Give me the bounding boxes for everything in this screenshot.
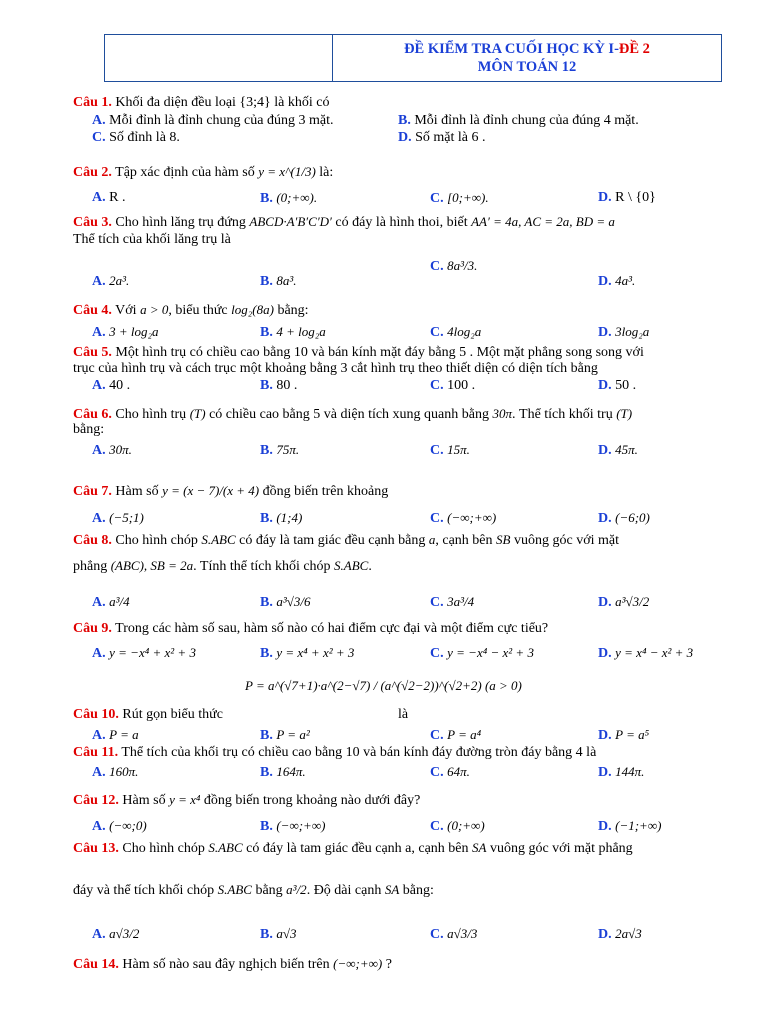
q8-option-b[interactable]: B. a³√3/6: [260, 594, 311, 610]
q12-option-a[interactable]: A. (−∞;0): [92, 818, 147, 834]
q1-option-d[interactable]: D. Số mặt là 6 .: [398, 130, 486, 145]
q4-option-a[interactable]: A. 3 + log₂a: [92, 324, 159, 340]
q11-option-b[interactable]: B. 164π.: [260, 764, 306, 780]
q3-option-b[interactable]: B. 8a³.: [260, 273, 297, 289]
q6-option-a[interactable]: A. 30π.: [92, 442, 132, 458]
question-5-line-2: trục của hình trụ và cách trục một khoảng bằng 3 cắt hình trụ theo thiết diện có diện tích bằng: [73, 361, 598, 376]
q13-option-b[interactable]: B. a√3: [260, 926, 297, 942]
q11-option-d[interactable]: D. 144π.: [598, 764, 645, 780]
question-10-formula: P = a^(√7+1)·a^(2−√7) / (a^(√2−2))^(√2+2) (a > 0): [245, 678, 522, 693]
q10-option-d[interactable]: D. P = a⁵: [598, 727, 650, 743]
q2-option-b[interactable]: B. (0;+∞).: [260, 190, 318, 206]
question-4: Câu 4. Với a > 0, biểu thức log₂(8a) bằng:: [73, 302, 309, 318]
q10-option-b[interactable]: B. P = a²: [260, 727, 310, 743]
question-9: Câu 9. Trong các hàm số sau, hàm số nào có hai điểm cực đại và một điểm cực tiểu?: [73, 621, 549, 636]
q10-option-c[interactable]: C. P = a⁴: [430, 727, 482, 743]
q1-option-b[interactable]: B. Mỗi đỉnh là đỉnh chung của đúng 4 mặt.: [398, 113, 639, 128]
q10-option-a[interactable]: A. P = a: [92, 727, 139, 743]
question-10: Câu 10. Rút gọn biểu thức: [73, 707, 223, 722]
q11-option-c[interactable]: C. 64π.: [430, 764, 470, 780]
q5-option-d[interactable]: D. 50 .: [598, 378, 637, 393]
q2-option-c[interactable]: C. [0;+∞).: [430, 190, 489, 206]
q1-option-c[interactable]: C. Số đỉnh là 8.: [92, 130, 180, 145]
q4-option-b[interactable]: B. 4 + log₂a: [260, 324, 326, 340]
q6-option-d[interactable]: D. 45π.: [598, 442, 638, 458]
exam-title: ĐỀ KIỂM TRA CUỐI HỌC KỲ I-ĐỀ 2: [404, 41, 650, 57]
q3-option-d[interactable]: D. 4a³.: [598, 273, 636, 289]
q12-option-d[interactable]: D. (−1;+∞): [598, 818, 662, 834]
q2-option-a[interactable]: A. R .: [92, 190, 126, 205]
q9-option-b[interactable]: B. y = x⁴ + x² + 3: [260, 645, 355, 661]
q8-option-a[interactable]: A. a³/4: [92, 594, 130, 610]
q9-option-d[interactable]: D. y = x⁴ − x² + 3: [598, 645, 694, 661]
header-right-cell: [333, 35, 721, 81]
q5-option-b[interactable]: B. 80 .: [260, 378, 298, 393]
question-11: Câu 11. Thể tích của khối trụ có chiều cao bằng 10 và bán kính đáy đường tròn đáy bằng 4 là: [73, 745, 597, 760]
question-10-tail: là: [398, 707, 409, 722]
q7-option-b[interactable]: B. (1;4): [260, 510, 303, 526]
q6-option-b[interactable]: B. 75π.: [260, 442, 300, 458]
q11-option-a[interactable]: A. 160π.: [92, 764, 139, 780]
q5-option-a[interactable]: A. 40 .: [92, 378, 131, 393]
exam-subject: MÔN TOÁN 12: [477, 59, 577, 75]
q13-option-d[interactable]: D. 2a√3: [598, 926, 642, 942]
question-8-line-2: phẳng (ABC), SB = 2a. Tính thể tích khối chóp S.ABC.: [73, 558, 372, 574]
question-1: Câu 1. Khối đa diện đều loại {3;4} là khối có: [73, 95, 330, 110]
q7-option-c[interactable]: C. (−∞;+∞): [430, 510, 497, 526]
q5-option-c[interactable]: C. 100 .: [430, 378, 476, 393]
exam-header: [104, 34, 722, 82]
q8-option-d[interactable]: D. a³√3/2: [598, 594, 650, 610]
question-12: Câu 12. Hàm số y = x⁴ đồng biến trong khoảng nào dưới đây?: [73, 792, 421, 808]
q12-option-c[interactable]: C. (0;+∞): [430, 818, 485, 834]
q8-option-c[interactable]: C. 3a³/4: [430, 594, 475, 610]
question-7: Câu 7. Hàm số y = (x − 7)/(x + 4) đồng biến trên khoảng: [73, 483, 389, 499]
q6-option-c[interactable]: C. 15π.: [430, 442, 470, 458]
question-8: Câu 8. Cho hình chóp S.ABC có đáy là tam giác đều cạnh bằng a, cạnh bên SB vuông góc với mặt: [73, 532, 619, 548]
question-3: Câu 3. Cho hình lăng trụ đứng ABCD·A′B′C′D′ có đáy là hình thoi, biết AA′ = 4a, AC = 2a, BD = a: [73, 214, 615, 230]
q13-option-c[interactable]: C. a√3/3: [430, 926, 478, 942]
question-5: Câu 5. Một hình trụ có chiều cao bằng 10 và bán kính mặt đáy bằng 5 . Một mặt phẳng song song với: [73, 345, 644, 360]
q1-option-a[interactable]: A. Mỗi đỉnh là đỉnh chung của đúng 3 mặt.: [92, 113, 334, 128]
q12-option-b[interactable]: B. (−∞;+∞): [260, 818, 326, 834]
question-6: Câu 6. Cho hình trụ (T) có chiều cao bằng 5 và diện tích xung quanh bằng 30π. Thể tích khối trụ (T): [73, 406, 633, 422]
q3-option-a[interactable]: A. 2a³.: [92, 273, 130, 289]
question-14: Câu 14. Hàm số nào sau đây nghịch biến trên (−∞;+∞) ?: [73, 956, 392, 972]
q7-option-a[interactable]: A. (−5;1): [92, 510, 144, 526]
q7-option-d[interactable]: D. (−6;0): [598, 510, 650, 526]
q4-option-c[interactable]: C. 4log₂a: [430, 324, 482, 340]
question-13-line-2: đáy và thể tích khối chóp S.ABC bằng a³/2. Độ dài cạnh SA bằng:: [73, 882, 434, 898]
q4-option-d[interactable]: D. 3log₂a: [598, 324, 650, 340]
question-3-line-2: Thể tích của khối lăng trụ là: [73, 232, 231, 247]
q2-option-d[interactable]: D. R \ {0}: [598, 190, 656, 205]
q9-option-c[interactable]: C. y = −x⁴ − x² + 3: [430, 645, 534, 661]
question-2: Câu 2. Tập xác định của hàm số y = x^(1/3) là:: [73, 164, 334, 180]
header-left-cell: [105, 35, 333, 81]
q3-option-c[interactable]: C. 8a³/3.: [430, 258, 478, 274]
question-6-line-2: bằng:: [73, 422, 105, 437]
q9-option-a[interactable]: A. y = −x⁴ + x² + 3: [92, 645, 196, 661]
question-13: Câu 13. Cho hình chóp S.ABC có đáy là tam giác đều cạnh a, cạnh bên SA vuông góc với mặt phẳng: [73, 840, 633, 856]
q13-option-a[interactable]: A. a√3/2: [92, 926, 140, 942]
